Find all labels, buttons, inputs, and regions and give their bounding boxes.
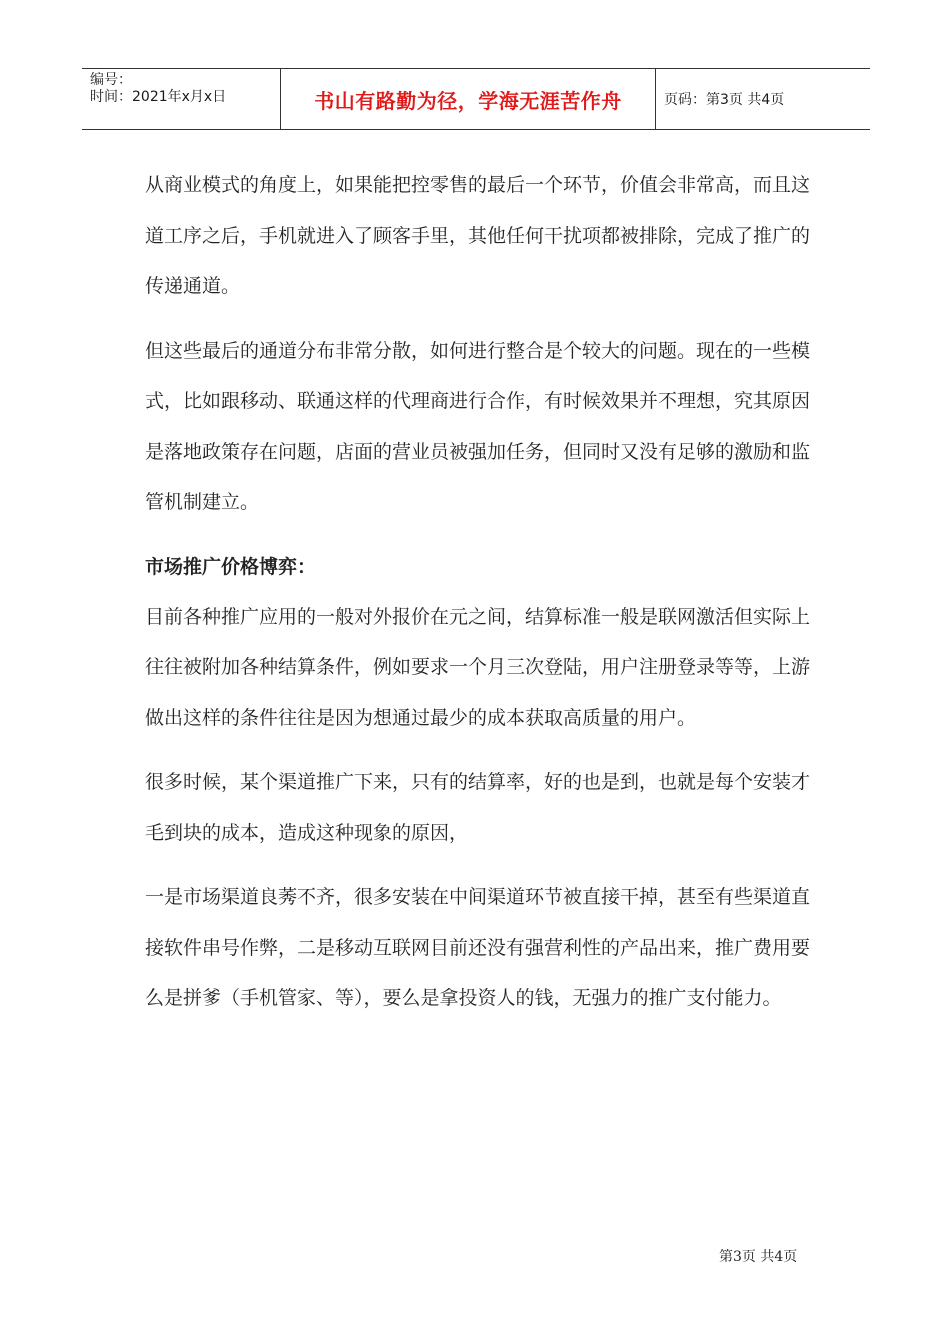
header-meta	[82, 69, 281, 129]
serial-number-label: 编号：	[90, 72, 132, 88]
section-heading-pricing: 市场推广价格博弈：	[145, 555, 317, 578]
paragraph-business-model: 从商业模式的角度上，如果能把控零售的最后一个环节，价值会非常高，而且这道工序之后，手机就进入了顾客手里，其他任何干扰项都被排除，完成了推广的传递通道。	[145, 174, 811, 297]
page-footer: 第3页 共4页	[719, 1249, 798, 1265]
date-label: 时间：2021年x月x日	[90, 89, 227, 105]
document-body	[145, 160, 810, 1038]
paragraph-pricing: 目前各种推广应用的一般对外报价在元之间，结算标准一般是联网激活但实际上往往被附加各种结算条件，例如要求一个月三次登陆，用户注册登录等等，上游做出这样的条件往往是因为想通过最少的成本获取高质量的用户。	[145, 605, 811, 729]
page-header	[82, 68, 870, 130]
paragraph-channel-distribution: 但这些最后的通道分布非常分散，如何进行整合是个较大的问题。现在的一些模式，比如跟移动、联通这样的代理商进行合作，有时候效果并不理想，究其原因是落地政策存在问题，店面的营业员被强加任务，但同时又没有足够的激励和监管机制建立。	[145, 339, 811, 513]
paragraph-settlement-rate: 很多时候，某个渠道推广下来，只有的结算率，好的也是到，也就是每个安装才毛到块的成本，造成这种现象的原因，	[145, 771, 811, 844]
paragraph-causes: 一是市场渠道良莠不齐，很多安装在中间渠道环节被直接干掉，甚至有些渠道直接软件串号作弊，二是移动互联网目前还没有强营利性的产品出来，推广费用要么是拼爹（手机管家、等），要么是拿投资人的钱，无强力的推广支付能力。	[145, 886, 811, 1009]
header-page-number: 页码：第3页 共4页	[664, 92, 785, 108]
header-motto: 书山有路勤为径，学海无涯苦作舟	[281, 69, 656, 129]
